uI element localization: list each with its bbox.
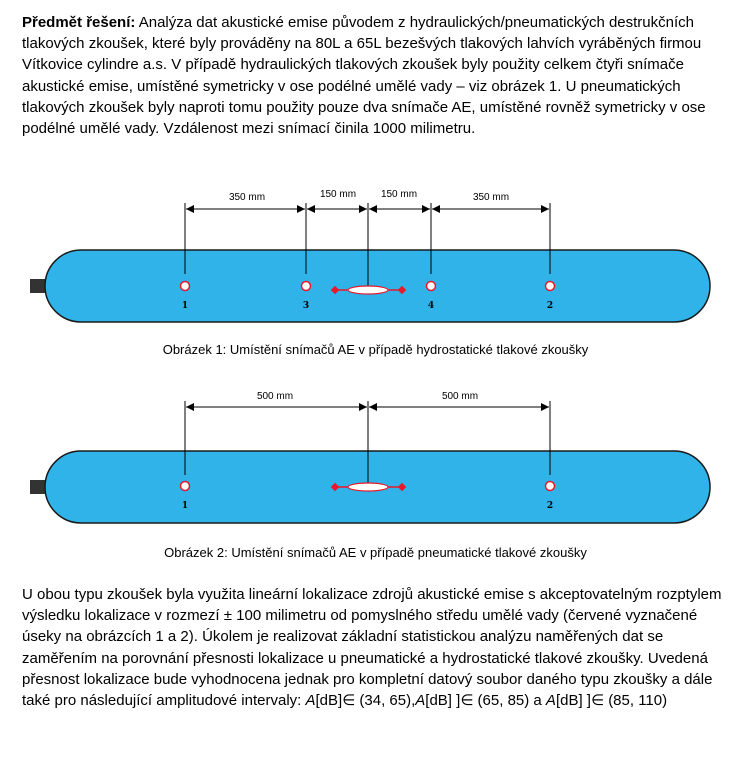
sensor-3 — [302, 282, 311, 291]
dim-label-2: 150 mm — [319, 189, 357, 200]
intro-label: Předmět řešení: — [22, 14, 136, 31]
dim-label-2: 500 mm — [441, 391, 479, 402]
amp-interval-3: [dB] ]∈ (85, 110) — [555, 692, 668, 710]
amp-symbol-1: A — [305, 692, 316, 710]
dim-label-1: 500 mm — [256, 391, 294, 402]
intro-paragraph — [22, 12, 732, 139]
dim-label-4: 350 mm — [472, 192, 510, 203]
sensor-4 — [427, 282, 436, 291]
sensor-1 — [181, 482, 190, 491]
sensor-2 — [546, 282, 555, 291]
amp-symbol-2: A — [415, 692, 426, 710]
outro-text: U obou typu zkoušek byla využita lineární lokalizace zdrojů akustické emise s akceptovatelným rozptylem výsledku lokalizace v rozmezí ± 100 milimetru od pomyslného středu umělé vady (červené vyznačené úseky na obrázcích 1 a 2). Úkolem je realizovat základní statistickou analýzu naměřených dat se zaměřením na porovnání přesnosti lokalizace u pneumatické a hydrostatické tlakové zkoušky. Uvedená přesnost lokalizace bude vyhodnocena jednak pro kompletní datový soubor daného typu zkoušky a dále také pro následující amplitudové intervaly: — [22, 586, 722, 710]
artificial-defect — [348, 286, 388, 294]
outro-paragraph — [22, 584, 732, 711]
dim-label-1: 350 mm — [228, 192, 266, 203]
sensor-label-1: 1 — [181, 301, 189, 311]
figure2-caption: Obrázek 2: Umístění snímačů AE v případě pneumatické tlakové zkoušky — [164, 545, 587, 560]
amp-interval-1: [dB]∈ (34, 65), — [315, 692, 416, 710]
sensor-1 — [181, 282, 190, 291]
sensor-label-2: 2 — [546, 501, 554, 511]
figure-pneumatic — [0, 377, 751, 527]
sensor-label-3: 3 — [302, 301, 310, 311]
artificial-defect — [348, 483, 388, 491]
amp-symbol-3: A — [545, 692, 556, 710]
sensor-label-2: 2 — [546, 301, 554, 311]
dim-label-3: 150 mm — [380, 189, 418, 200]
intro-text: Analýza dat akustické emise původem z hydraulických/pneumatických destrukčních tlakových zkoušek, které byly prováděny na 80L a 65L bezešvých tlakových lahvích vyráběných firmou Vítkovice cylindre a.s. V případě hydraulických tlakových zkoušek byly použity celkem čtyři snímače akustické emise, umístěné symetricky v ose podélné umělé vady – viz obrázek 1. U pneumatických tlakových zkoušek byly naproti tomu použity pouze dva snímače AE, umístěné rovněž symetricky v ose podélné umělé vady. Vzdálenost mezi snímací činila 1000 milimetru. — [22, 14, 706, 138]
figure-hydrostatic — [0, 176, 751, 336]
sensor-2 — [546, 482, 555, 491]
amp-interval-2: [dB] ]∈ (65, 85) a — [425, 692, 546, 710]
sensor-label-4: 4 — [427, 301, 435, 311]
figure1-caption: Obrázek 1: Umístění snímačů AE v případě hydrostatické tlakové zkoušky — [162, 342, 589, 357]
sensor-label-1: 1 — [181, 501, 189, 511]
